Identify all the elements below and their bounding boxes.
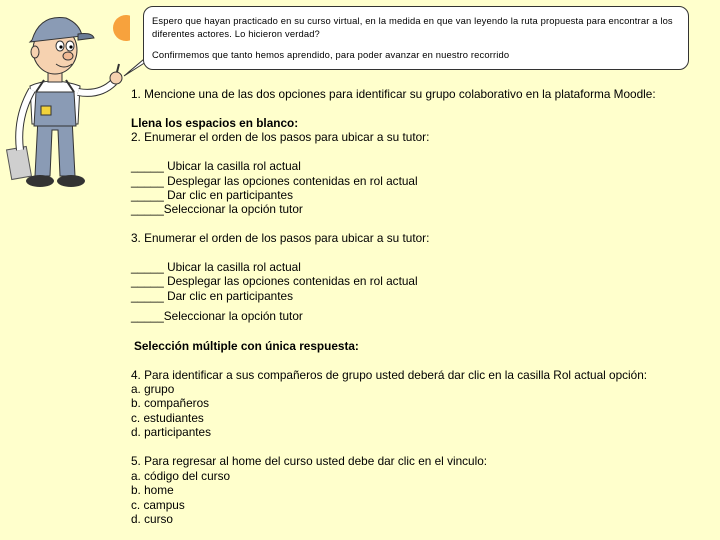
question-3: 3. Enumerar el orden de los pasos para ubicar a su tutor:: [131, 231, 430, 245]
q4-option: b. compañeros: [131, 396, 210, 410]
q4-option: c. estudiantes: [131, 411, 204, 425]
section-heading-blank: Llena los espacios en blanco:: [131, 116, 299, 130]
speech-bubble: [143, 6, 689, 70]
question-4: 4. Para identificar a sus compañeros de grupo usted deberá dar clic en la casilla Rol actual opción:: [131, 368, 648, 382]
q3-item: _____ Dar clic en participantes: [131, 289, 293, 303]
question-1: 1. Mencione una de las dos opciones para identificar su grupo colaborativo en la plataforma Moodle:: [131, 87, 656, 101]
q5-option: a. código del curso: [131, 469, 231, 483]
q2-item: _____ Dar clic en participantes: [131, 188, 293, 202]
question-5: 5. Para regresar al home del curso usted debe dar clic en el vinculo:: [131, 454, 488, 468]
q3-item: _____ Desplegar las opciones contenidas en rol actual: [131, 274, 418, 288]
q3-item: _____ Ubicar la casilla rol actual: [131, 260, 301, 274]
bubble-text-intro: Espero que hayan practicado en su curso virtual, en la medida en que van leyendo la ruta propuesta para encontrar a los diferentes actores. Lo hicieron verdad?: [152, 15, 673, 39]
bubble-text-confirm: Confirmemos que tanto hemos aprendido, para poder avanzar en nuestro recorrido: [152, 49, 510, 60]
orange-ball: [113, 15, 130, 41]
q3-item: _____Seleccionar la opción tutor: [131, 309, 303, 323]
q5-option: b. home: [131, 483, 174, 497]
q2-item: _____ Ubicar la casilla rol actual: [131, 159, 301, 173]
section-heading-multiple: Selección múltiple con única respuesta:: [134, 339, 359, 353]
q2-item: _____ Desplegar las opciones contenidas en rol actual: [131, 174, 418, 188]
q4-option: a. grupo: [131, 382, 175, 396]
q5-option: c. campus: [131, 498, 185, 512]
q5-option: d. curso: [131, 512, 173, 526]
q2-item: _____Seleccionar la opción tutor: [131, 202, 303, 216]
question-2: 2. Enumerar el orden de los pasos para ubicar a su tutor:: [131, 130, 430, 144]
q4-option: d. participantes: [131, 425, 212, 439]
worker-mascot-illustration: [0, 0, 130, 200]
